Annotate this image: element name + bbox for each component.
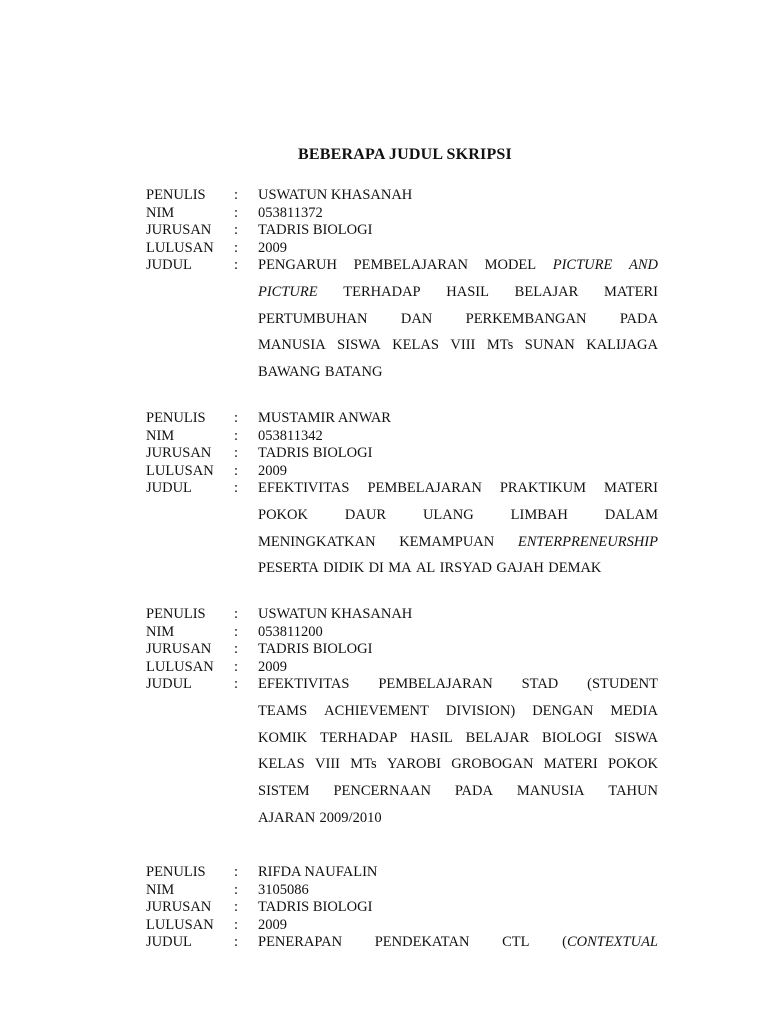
judul-label: JUDUL <box>146 257 192 273</box>
judul-word: PENERAPAN <box>258 934 343 950</box>
judul-word: (STUDENT <box>587 676 658 692</box>
colon-separator: : <box>234 916 239 933</box>
judul-word: MA <box>388 560 412 577</box>
colon-separator: : <box>234 623 239 640</box>
nim-value: 053811342 <box>258 427 323 444</box>
colon-separator: : <box>234 222 239 238</box>
lulusan-value: 2009 <box>258 658 287 675</box>
judul-word: PEMBELAJARAN <box>378 676 493 692</box>
judul-word: HASIL <box>410 729 453 746</box>
judul-word: DEMAK <box>548 560 602 577</box>
nim-value: 3105086 <box>258 881 309 898</box>
judul-word: BIOLOGI <box>542 729 602 746</box>
lulusan-label: LULUSAN <box>146 462 214 479</box>
judul-word: POKOK <box>608 756 658 773</box>
judul-word: MTs <box>486 337 514 354</box>
judul-word: DI <box>368 560 384 577</box>
document-title: BEBERAPA JUDUL SKRIPSI <box>298 146 512 163</box>
lulusan-row <box>146 917 658 935</box>
judul-word: MATERI <box>604 283 658 300</box>
jurusan-value: TADRIS BIOLOGI <box>258 445 373 461</box>
judul-word: IRSYAD <box>439 560 493 577</box>
colon-separator: : <box>234 881 239 898</box>
judul-word: ULANG <box>422 506 474 523</box>
judul-word: PADA <box>454 783 493 800</box>
judul-line <box>258 257 658 284</box>
colon-separator: : <box>234 641 239 657</box>
judul-word: DIVISION) <box>445 702 516 719</box>
judul-word: GAJAH <box>496 560 544 577</box>
judul-line <box>258 560 658 587</box>
judul-word: SISTEM <box>258 783 310 800</box>
judul-label: JUDUL <box>146 480 192 496</box>
judul-word: PENDEKATAN <box>374 934 470 950</box>
colon-separator: : <box>234 676 239 692</box>
judul-word: GROBOGAN <box>451 756 534 773</box>
jurusan-label: JURUSAN <box>146 222 212 238</box>
penulis-label: PENULIS <box>146 606 206 622</box>
jurusan-row <box>146 641 658 659</box>
judul-word: MEDIA <box>610 702 658 719</box>
judul-word: BELAJAR <box>465 729 530 746</box>
judul-word: AJARAN <box>258 809 316 826</box>
judul-line <box>258 676 658 703</box>
judul-word: ACHIEVEMENT <box>324 702 429 719</box>
judul-word: MTs <box>350 756 377 773</box>
judul-label: JUDUL <box>146 676 192 692</box>
penulis-label: PENULIS <box>146 410 206 426</box>
colon-separator: : <box>234 410 239 426</box>
judul-word: TERHADAP <box>319 729 398 746</box>
lulusan-row <box>146 240 658 258</box>
judul-word: PICTURE <box>552 257 613 273</box>
judul-word: 2009/2010 <box>319 809 382 826</box>
judul-word: DAUR <box>344 506 386 523</box>
judul-word: MATERI <box>603 480 658 496</box>
judul-word: AL <box>415 560 436 577</box>
nim-label: NIM <box>146 623 175 640</box>
judul-line <box>258 703 658 730</box>
judul-line <box>258 534 658 561</box>
judul-word: SUNAN <box>524 337 575 354</box>
judul-word: BELAJAR <box>514 283 579 300</box>
colon-separator: : <box>234 187 239 203</box>
judul-word: DENGAN <box>532 702 594 719</box>
judul-word: MANUSIA <box>258 337 326 354</box>
penulis-row <box>146 606 658 624</box>
penulis-value: MUSTAMIR ANWAR <box>258 410 391 426</box>
colon-separator: : <box>234 257 239 273</box>
judul-word: TERHADAP <box>343 283 421 300</box>
penulis-label: PENULIS <box>146 187 206 203</box>
judul-word: MANUSIA <box>516 783 585 800</box>
lulusan-value: 2009 <box>258 916 287 933</box>
judul-word: ENTERPRENEURSHIP <box>517 533 658 550</box>
judul-word: PEMBELAJARAN <box>353 257 468 273</box>
lulusan-row <box>146 463 658 481</box>
judul-word: MODEL <box>484 257 537 273</box>
judul-word: STAD <box>521 676 559 692</box>
judul-word: VIII <box>450 337 476 354</box>
judul-word: KELAS <box>392 337 439 354</box>
jurusan-label: JURUSAN <box>146 641 212 657</box>
jurusan-row <box>146 899 658 917</box>
judul-value <box>258 934 658 961</box>
judul-line <box>258 810 658 837</box>
judul-word: KOMIK <box>258 729 308 746</box>
judul-word: DAN <box>400 310 433 327</box>
jurusan-label: JURUSAN <box>146 445 212 461</box>
judul-word: SISWA <box>614 729 658 746</box>
colon-separator: : <box>234 462 239 479</box>
judul-word-group <box>562 934 658 961</box>
colon-separator: : <box>234 204 239 221</box>
judul-word: MENINGKATKAN <box>258 533 376 550</box>
nim-label: NIM <box>146 881 175 898</box>
jurusan-row <box>146 222 658 240</box>
colon-separator: : <box>234 445 239 461</box>
judul-word: POKOK <box>258 506 308 523</box>
jurusan-value: TADRIS BIOLOGI <box>258 222 373 238</box>
penulis-value: USWATUN KHASANAH <box>258 606 413 622</box>
judul-word: BAWANG <box>258 364 321 381</box>
judul-row <box>146 934 658 961</box>
judul-word: BATANG <box>324 364 383 381</box>
lulusan-label: LULUSAN <box>146 916 214 933</box>
penulis-row <box>146 187 658 205</box>
judul-value <box>258 676 658 837</box>
colon-separator: : <box>234 864 239 880</box>
colon-separator: : <box>234 239 239 256</box>
thesis-entry <box>146 410 658 587</box>
judul-word: PESERTA <box>258 560 319 577</box>
judul-word: DIDIK <box>323 560 365 577</box>
judul-word: TEAMS <box>258 702 308 719</box>
lulusan-row <box>146 659 658 677</box>
judul-word: DALAM <box>604 506 658 523</box>
judul-line <box>258 783 658 810</box>
judul-word: LIMBAH <box>510 506 568 523</box>
nim-value: 053811200 <box>258 623 323 640</box>
judul-word: PEMBELAJARAN <box>367 480 482 496</box>
judul-word: CTL <box>502 934 530 950</box>
judul-word: PERTUMBUHAN <box>258 310 368 327</box>
lulusan-label: LULUSAN <box>146 658 214 675</box>
colon-separator: : <box>234 427 239 444</box>
jurusan-label: JURUSAN <box>146 899 212 915</box>
judul-word: PENGARUH <box>258 257 337 273</box>
jurusan-value: TADRIS BIOLOGI <box>258 899 373 915</box>
jurusan-row <box>146 445 658 463</box>
judul-line <box>258 284 658 311</box>
nim-row <box>146 882 658 900</box>
lulusan-label: LULUSAN <box>146 239 214 256</box>
judul-row <box>146 257 658 391</box>
colon-separator: : <box>234 934 239 950</box>
judul-line <box>258 507 658 534</box>
judul-word: ( <box>562 934 567 950</box>
judul-word: PRAKTIKUM <box>499 480 587 496</box>
nim-label: NIM <box>146 204 175 221</box>
judul-word: PENCERNAAN <box>333 783 431 800</box>
thesis-entry <box>146 864 658 961</box>
judul-word: MATERI <box>543 756 598 773</box>
colon-separator: : <box>234 606 239 622</box>
lulusan-value: 2009 <box>258 462 287 479</box>
judul-word: PICTURE <box>258 283 318 300</box>
jurusan-value: TADRIS BIOLOGI <box>258 641 373 657</box>
nim-value: 053811372 <box>258 204 323 221</box>
thesis-entry <box>146 606 658 837</box>
judul-word: KELAS <box>258 756 305 773</box>
judul-line <box>258 480 658 507</box>
penulis-row <box>146 864 658 882</box>
judul-word: VIII <box>315 756 340 773</box>
nim-label: NIM <box>146 427 175 444</box>
judul-line <box>258 934 658 961</box>
penulis-value: RIFDA NAUFALIN <box>258 864 378 880</box>
judul-line <box>258 311 658 338</box>
judul-word: EFEKTIVITAS <box>258 480 350 496</box>
judul-line <box>258 337 658 364</box>
judul-word: KALIJAGA <box>586 337 658 354</box>
colon-separator: : <box>234 480 239 496</box>
nim-row <box>146 205 658 223</box>
judul-line <box>258 364 658 391</box>
colon-separator: : <box>234 899 239 915</box>
lulusan-value: 2009 <box>258 239 287 256</box>
judul-word: PADA <box>619 310 658 327</box>
judul-word: TAHUN <box>608 783 658 800</box>
judul-row <box>146 480 658 587</box>
judul-word: SISWA <box>337 337 381 354</box>
judul-word: EFEKTIVITAS <box>258 676 350 692</box>
thesis-entry <box>146 187 658 391</box>
judul-value <box>258 257 658 391</box>
judul-line <box>258 756 658 783</box>
judul-word: YAROBI <box>386 756 441 773</box>
colon-separator: : <box>234 658 239 675</box>
judul-row <box>146 676 658 837</box>
judul-word: CONTEXTUAL <box>566 934 658 950</box>
penulis-row <box>146 410 658 428</box>
judul-word: HASIL <box>446 283 489 300</box>
penulis-value: USWATUN KHASANAH <box>258 187 413 203</box>
nim-row <box>146 428 658 446</box>
judul-word: PERKEMBANGAN <box>465 310 587 327</box>
judul-word: KEMAMPUAN <box>399 533 495 550</box>
penulis-label: PENULIS <box>146 864 206 880</box>
nim-row <box>146 624 658 642</box>
judul-word: AND <box>628 257 658 273</box>
judul-label: JUDUL <box>146 934 192 950</box>
judul-line <box>258 730 658 757</box>
judul-value <box>258 480 658 587</box>
